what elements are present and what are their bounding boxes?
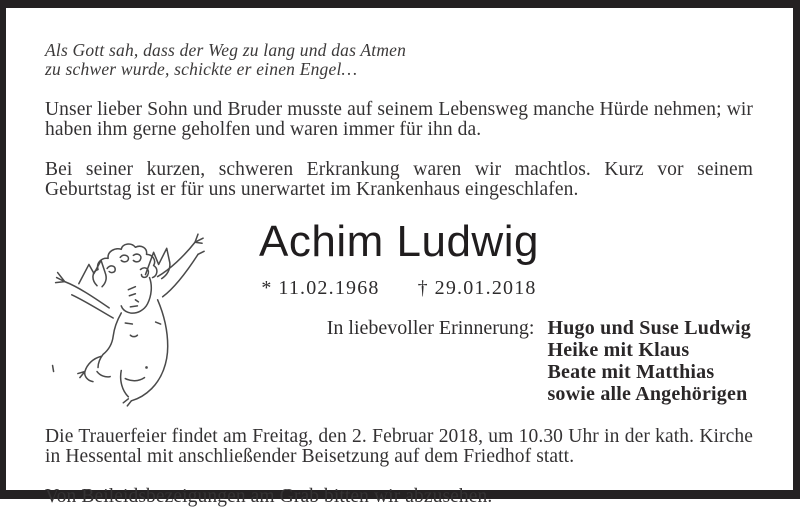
birth-date: 11.02.1968 xyxy=(278,277,380,299)
remembrance-label: In liebevoller Erinnerung: xyxy=(326,317,535,339)
condolence-note: Von Beileidsbezeigungen am Grab bitten wir abzusehen. xyxy=(45,485,493,507)
funeral-info-paragraph: Die Trauerfeier findet am Freitag, den 2. Februar 2018, um 10.30 Uhr in der kath. Kirche in Hessental mit anschließender Beisetzung auf dem Friedhof statt. xyxy=(45,426,753,467)
deceased-name: Achim Ludwig xyxy=(259,217,539,266)
epigraph-line-2: zu schwer wurde, schickte er einen Engel… xyxy=(45,59,358,79)
epigraph-line-1: Als Gott sah, dass der Weg zu lang und das Atmen xyxy=(45,40,407,60)
death-date-group xyxy=(418,277,537,299)
memorial-section xyxy=(45,219,753,421)
cherub-angel-icon xyxy=(43,219,248,419)
illness-paragraph: Bei seiner kurzen, schweren Erkrankung waren wir machtlos. Kurz vor seinem Geburtstag ist er für uns unerwartet im Krankenhaus eingeschlafen. xyxy=(45,158,753,200)
death-cross-symbol: † xyxy=(417,277,428,299)
mourner-line: Heike mit Klaus xyxy=(547,339,690,361)
mourner-line: Hugo und Suse Ludwig xyxy=(547,317,751,339)
mourners-list xyxy=(547,317,751,405)
intro-paragraph: Unser lieber Sohn und Bruder musste auf seinem Lebensweg manche Hürde nehmen; wir haben ihm gerne geholfen und waren immer für ihn da. xyxy=(45,99,753,140)
mourner-line: sowie alle Angehörigen xyxy=(547,383,748,405)
birth-date-group xyxy=(261,277,379,299)
mourner-line: Beate mit Matthias xyxy=(547,361,715,383)
birth-star-symbol: * xyxy=(261,277,272,299)
epigraph-verse xyxy=(45,41,753,79)
death-date: 29.01.2018 xyxy=(434,277,537,299)
